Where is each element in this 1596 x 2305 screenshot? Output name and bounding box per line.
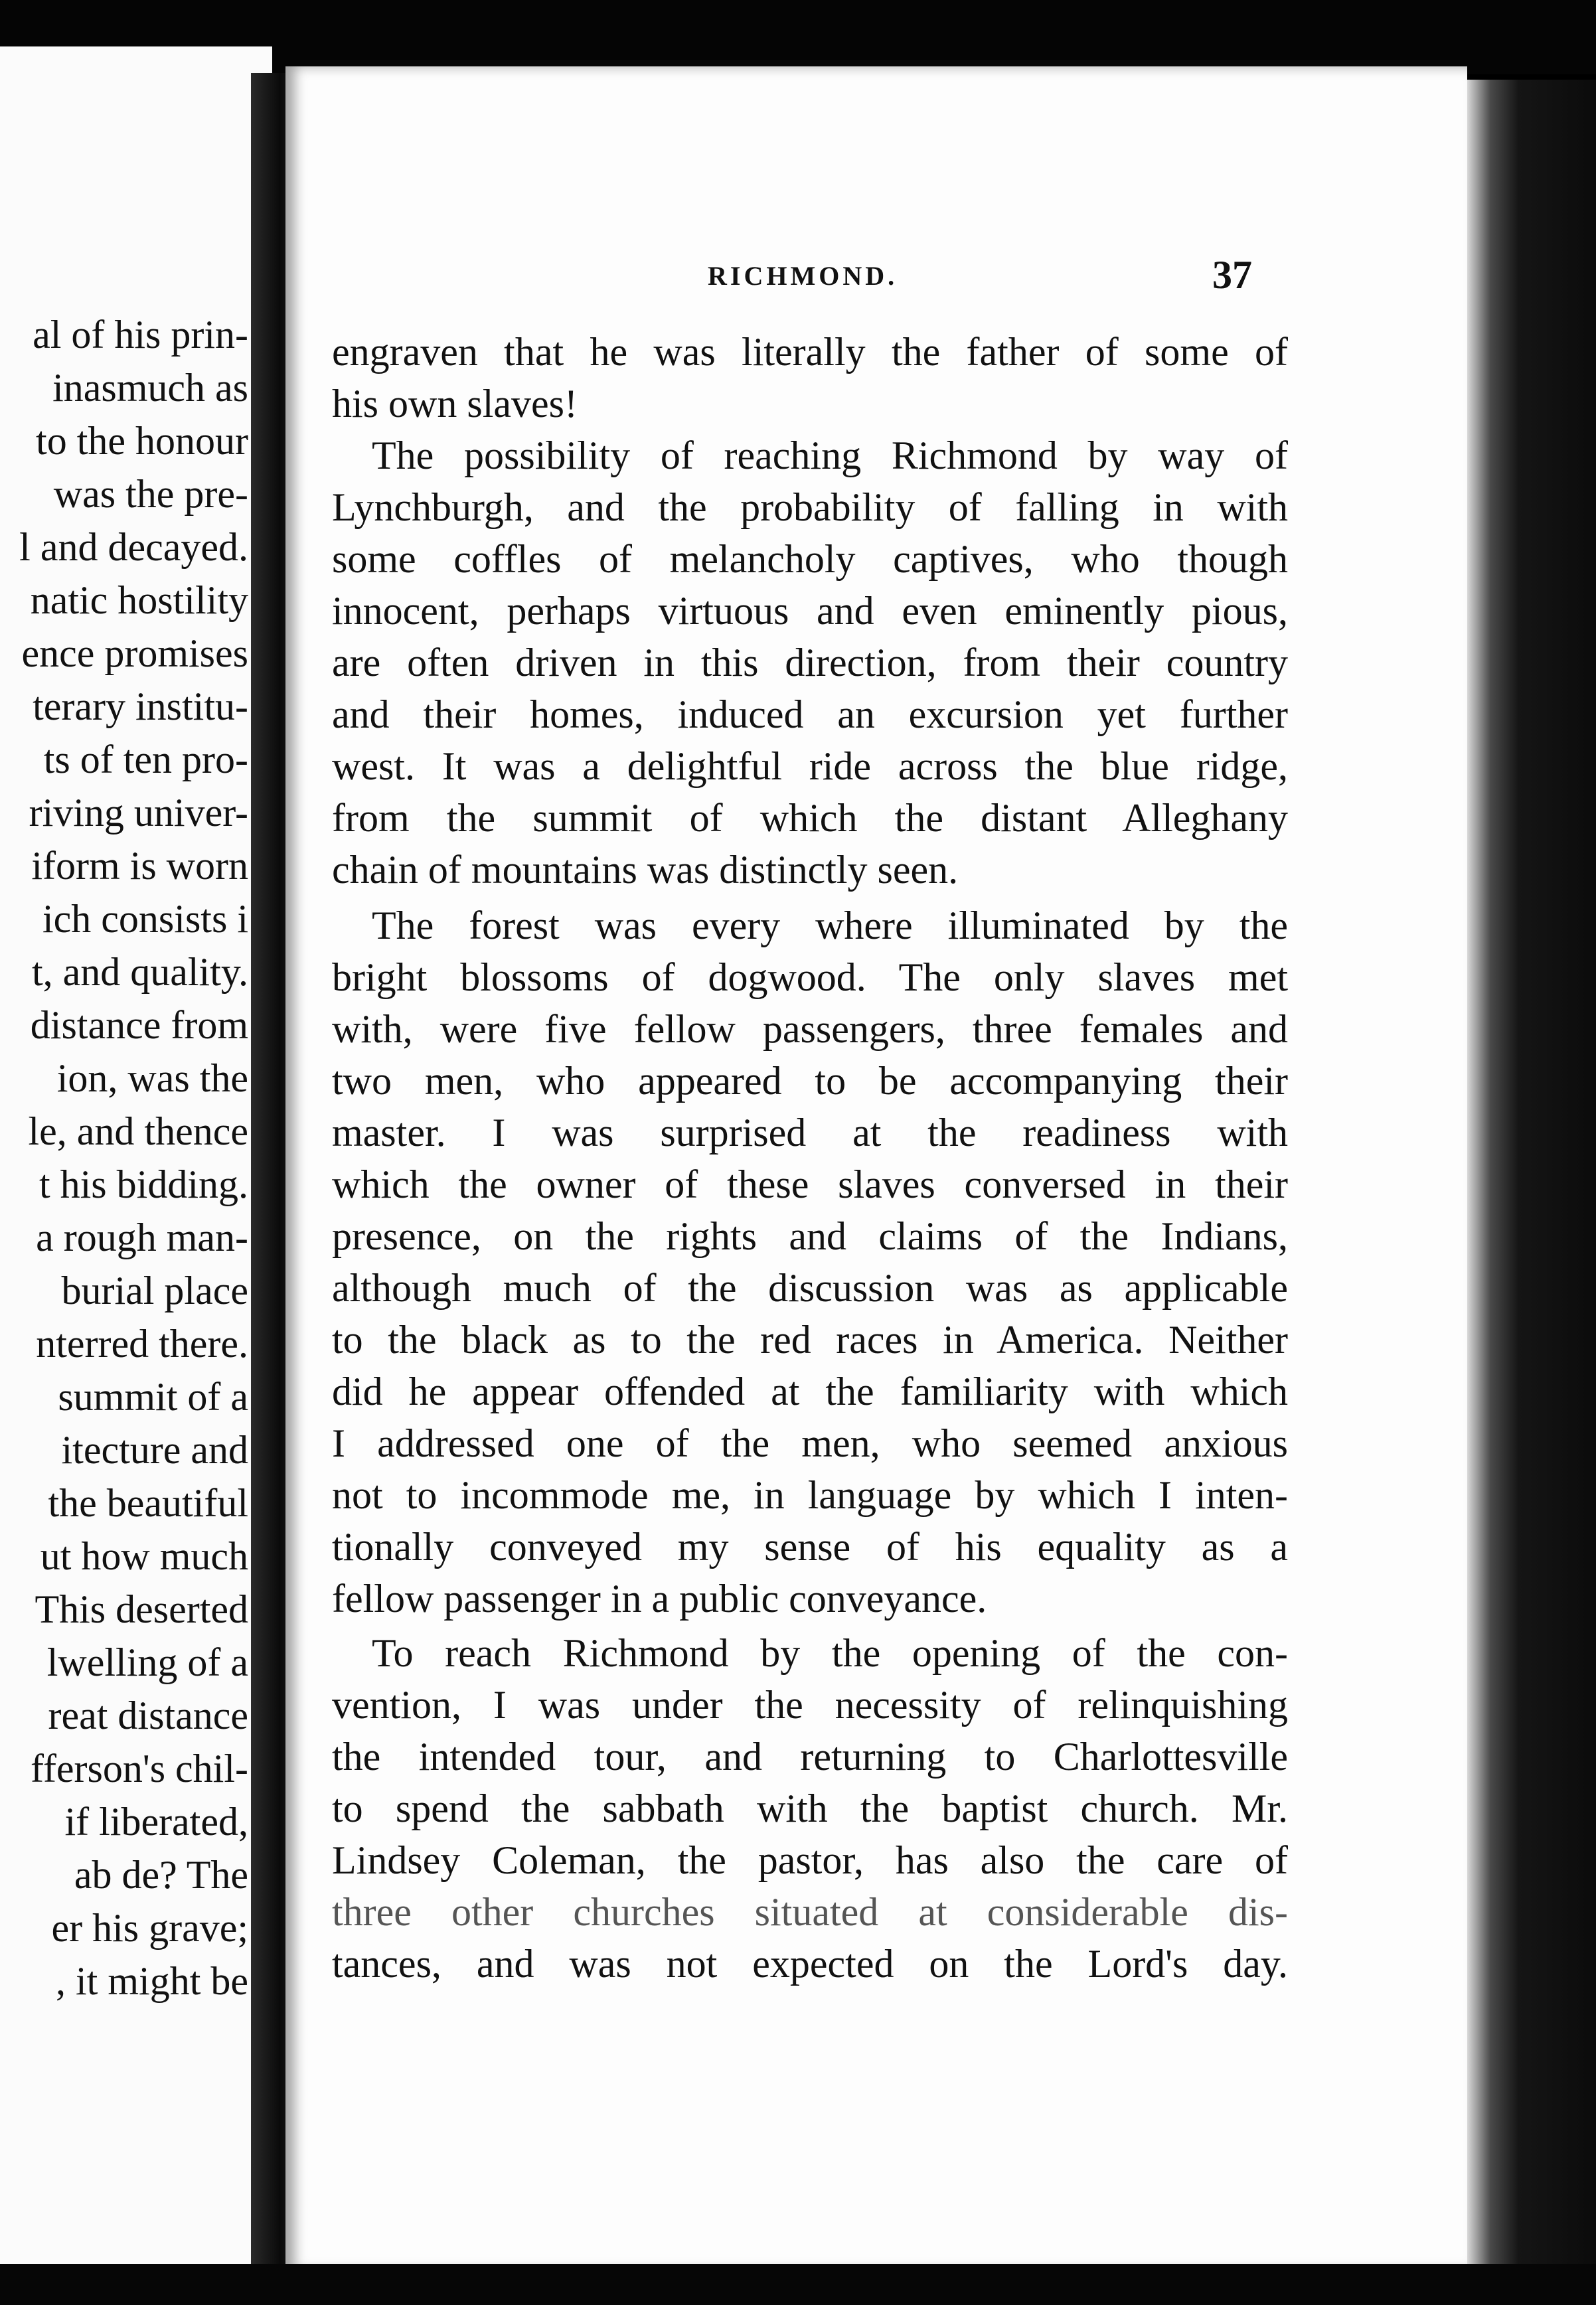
body-line: innocent, perhaps virtuous and even eminently pious, [332, 589, 1288, 633]
left-page-line: ence promises [21, 631, 248, 675]
book-edge [1467, 80, 1596, 2297]
body-line: presence, on the rights and claims of the Indians, [332, 1214, 1288, 1258]
body-line: vention, I was under the necessity of relinquishing [332, 1683, 1288, 1727]
left-page-line: burial place [61, 1269, 248, 1312]
body-line: his own slaves! [332, 382, 578, 426]
body-line: are often driven in this direction, from their country [332, 641, 1288, 684]
body-line: although much of the discussion was as applicable [332, 1266, 1288, 1310]
bottom-scan-margin [0, 2264, 1596, 2305]
body-line: the intended tour, and returning to Charlottesville [332, 1735, 1288, 1779]
left-page-line: al of his prin- [33, 313, 248, 357]
left-page-line: iform is worn [31, 844, 248, 888]
left-page-line: a rough man- [36, 1216, 248, 1259]
left-page-line: natic hostility [30, 578, 248, 622]
left-page-line: This deserted [35, 1587, 248, 1631]
body-line: and their homes, induced an excursion yet further [332, 692, 1288, 736]
left-page-line: er his grave; [51, 1906, 248, 1950]
body-line: Lynchburgh, and the probability of falling in with [332, 485, 1288, 529]
left-page-line: ion, was the [56, 1056, 248, 1100]
body-line: engraven that he was literally the father of some of [332, 330, 1288, 374]
body-line: which the owner of these slaves conversed in their [332, 1162, 1288, 1206]
left-page-line: distance from [30, 1003, 248, 1047]
left-page-line: t, and quality. [31, 950, 248, 994]
left-page-line: le, and thence [28, 1109, 248, 1153]
left-page [0, 46, 272, 2264]
left-page-line: reat distance [48, 1694, 248, 1737]
left-page-line: itecture and [61, 1428, 248, 1472]
left-page-line: fferson's chil- [31, 1747, 248, 1790]
body-line: master. I was surprised at the readiness with [332, 1111, 1288, 1154]
body-line: west. It was a delightful ride across the blue ridge, [332, 744, 1288, 788]
left-page-line: ab de? The [74, 1853, 248, 1897]
left-page-line: the beautiful [48, 1481, 248, 1525]
left-page-line: if liberated, [64, 1800, 248, 1844]
body-line: three other churches situated at considerable dis- [332, 1890, 1288, 1934]
left-page-line: ich consists i [42, 897, 248, 941]
left-page-line: ts of ten pro- [43, 738, 248, 781]
body-line: To reach Richmond by the opening of the con- [372, 1631, 1288, 1675]
running-head: RICHMOND. [708, 261, 898, 291]
body-line: did he appear offended at the familiarity with which [332, 1370, 1288, 1413]
body-line: two men, who appeared to be accompanying their [332, 1059, 1288, 1103]
body-line: with, were five fellow passengers, three females and [332, 1007, 1288, 1051]
body-line: to spend the sabbath with the baptist church. Mr. [332, 1787, 1288, 1830]
body-line: The possibility of reaching Richmond by way of [372, 434, 1288, 477]
left-page-line: t his bidding. [39, 1162, 248, 1206]
body-line: from the summit of which the distant Alleghany [332, 796, 1288, 840]
left-page-line: , it might be [56, 1959, 248, 2003]
body-line: to the black as to the red races in America. Neither [332, 1318, 1288, 1362]
left-page-line: terary institu- [33, 684, 248, 728]
body-line: chain of mountains was distinctly seen. [332, 848, 959, 892]
page-number: 37 [1212, 253, 1252, 297]
left-page-line: to the honour [36, 419, 248, 463]
body-line: tionally conveyed my sense of his equality as a [332, 1525, 1288, 1569]
body-line: I addressed one of the men, who seemed anxious [332, 1421, 1288, 1465]
body-line: some coffles of melancholy captives, who though [332, 537, 1288, 581]
body-line: The forest was every where illuminated by the [372, 904, 1288, 947]
body-line: fellow passenger in a public conveyance. [332, 1577, 987, 1621]
left-page-line: l and decayed. [19, 525, 248, 569]
left-page-line: ut how much [40, 1534, 248, 1578]
left-page-line: lwelling of a [46, 1640, 248, 1684]
body-line: not to incommode me, in language by which I inten- [332, 1473, 1288, 1517]
body-line: bright blossoms of dogwood. The only slaves met [332, 955, 1288, 999]
body-line: Lindsey Coleman, the pastor, has also the care of [332, 1838, 1288, 1882]
left-page-line: nterred there. [36, 1322, 248, 1366]
left-page-line: summit of a [58, 1375, 248, 1419]
left-page-line: was the pre- [53, 472, 248, 516]
body-line: tances, and was not expected on the Lord's day. [332, 1942, 1288, 1986]
left-page-line: inasmuch as [52, 366, 248, 410]
left-page-line: riving univer- [29, 791, 248, 835]
